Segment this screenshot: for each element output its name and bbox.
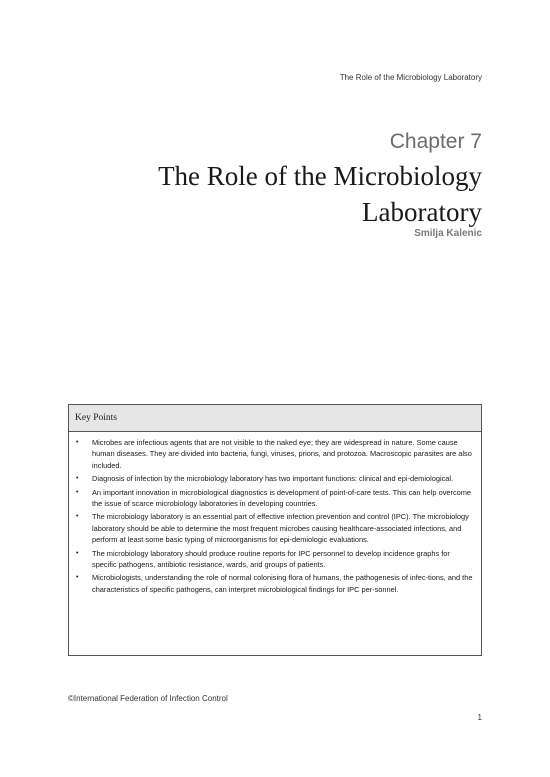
page-number: 1	[477, 713, 482, 722]
chapter-title-line-2: Laboratory	[362, 197, 482, 227]
key-point-item	[75, 548, 475, 571]
author-name: Smilja Kalenic	[414, 228, 482, 239]
key-point-item	[75, 473, 475, 484]
running-header: The Role of the Microbiology Laboratory	[339, 73, 482, 82]
key-points-list	[69, 432, 481, 595]
bullet-icon: •	[76, 488, 79, 496]
key-point-item	[75, 511, 475, 545]
key-points-heading: Key Points	[69, 405, 481, 432]
key-point-item	[75, 487, 475, 510]
chapter-label: Chapter 7	[389, 130, 482, 153]
bullet-icon: •	[76, 439, 79, 446]
bullet-icon: •	[76, 574, 79, 582]
bullet-icon: •	[76, 513, 79, 521]
key-point-item	[75, 572, 475, 595]
bullet-icon: •	[76, 475, 79, 483]
key-points-box	[68, 404, 482, 656]
key-point-text: Microbes are infectious agents that are not visible to the naked eye; they are widespread in nature. Some cause human diseases. They are divided into bacteria, fungi, viruses, prions, and protozoa. Macroscopic parasites are also included.	[92, 438, 472, 470]
key-point-text: The microbiology laboratory is an essential part of effective infection prevention and control (IPC). The microbiology laboratory should be able to determine the most frequent microbes causing healthcare-associated infections, and perform at least some basic typing of microorganisms for epi-demiologic evaluations.	[92, 512, 469, 545]
key-point-text: Diagnosis of infection by the microbiology laboratory has two important functions: clinical and epi-demiological.	[92, 474, 454, 484]
chapter-title	[52, 158, 482, 230]
key-point-text: The microbiology laboratory should produce routine reports for IPC personnel to develop incidence graphs for specific pathogens, antibiotic resistance, wards, and groups of patients.	[92, 548, 450, 570]
copyright-footer: ©International Federation of Infection Control	[68, 694, 228, 703]
key-point-text: Microbiologists, understanding the role of normal colonising flora of humans, the pathogenesis of infec-tions, and the characteristics of specific pathogens, can interpret microbiological findings for IPC per-sonnel.	[92, 573, 473, 594]
key-point-text: An important innovation in microbiological diagnostics is development of point-of-care tests. This can help overcome the issue of scarce microbiology laboratories in developing countries.	[92, 487, 472, 509]
chapter-title-line-1: The Role of the Microbiology	[158, 161, 482, 191]
bullet-icon: •	[76, 549, 79, 557]
key-point-item	[75, 437, 475, 471]
